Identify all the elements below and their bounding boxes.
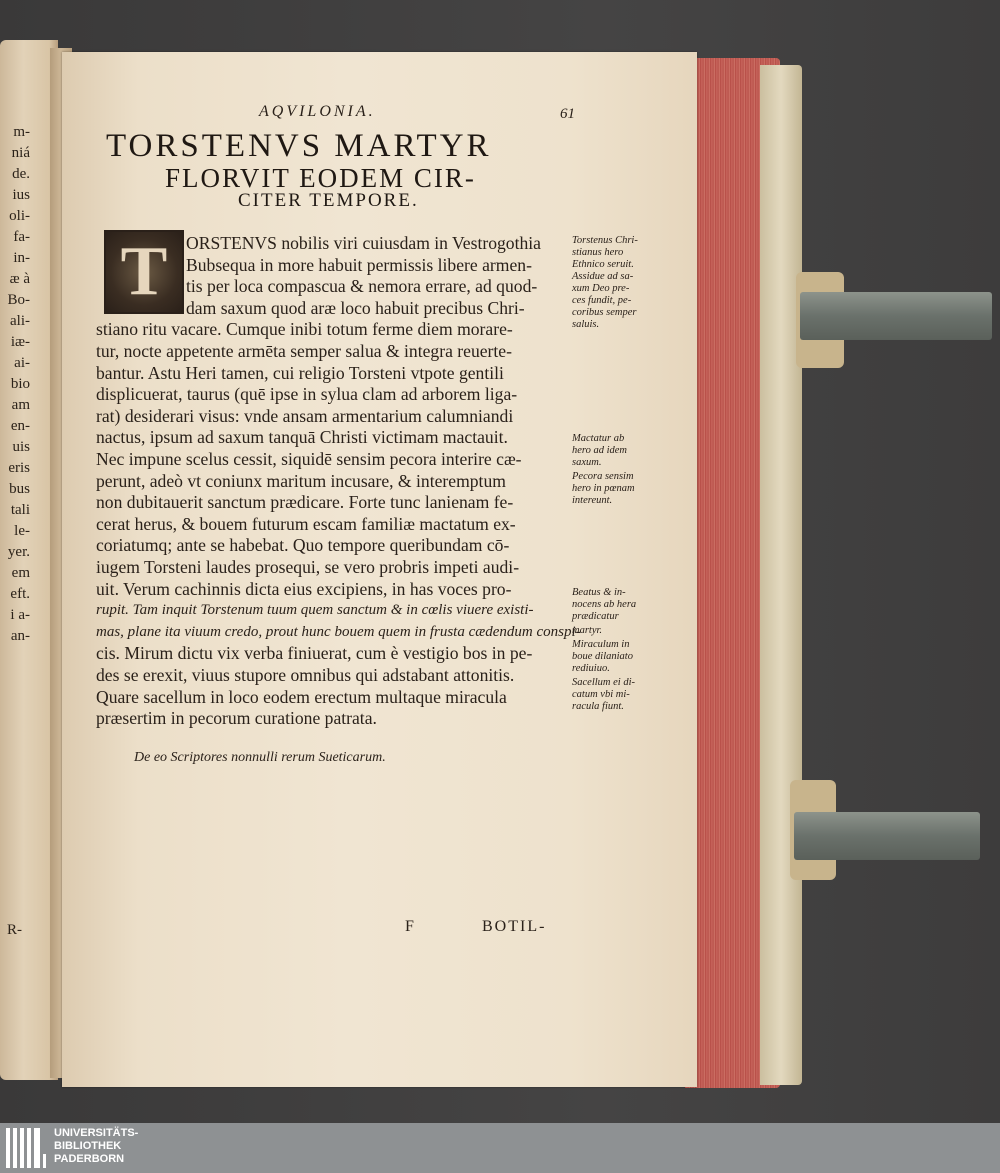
left-page-line: yer.: [7, 544, 30, 560]
body-line: cerat herus, & bouem futurum escam familiæ mactatum ex-: [96, 513, 516, 534]
library-footer: [0, 1123, 1000, 1173]
body-line: stiano ritu vacare. Cumque inibi totum ferme diem morare-: [96, 319, 513, 340]
body-line: iugem Torsteni laudes prosequi, se vero probris impeti audi-: [96, 557, 520, 577]
margin-note: boue dilaniato: [572, 651, 633, 662]
margin-note: Miraculum in: [572, 639, 630, 650]
left-page-line: ali-: [10, 313, 30, 329]
source-note: De eo Scriptores nonnulli rerum Sueticarum.: [134, 750, 386, 765]
margin-note: coribus semper: [572, 307, 637, 318]
running-title: AQVILONIA.: [259, 103, 376, 120]
lower-clasp: [794, 812, 980, 860]
left-page-line: ai-: [14, 355, 30, 371]
left-page-line: le-: [14, 523, 30, 539]
margin-note: martyr.: [572, 625, 603, 636]
left-page-line: iæ-: [10, 334, 30, 350]
margin-note: nocens ab hera: [572, 599, 637, 610]
left-page-line: fa-: [13, 229, 30, 245]
body-line: non dubitauerit sanctum prædicare. Forte tunc lanienam fe-: [96, 492, 514, 513]
body-line: dam saxum quod aræ loco habuit precibus Chri-: [186, 297, 525, 318]
body-line: mas, plane ita viuum credo, prout hunc bouem quem in frusta cædendum conspi-: [96, 623, 581, 640]
body-line: rupit. Tam inquit Torstenum tuum quem sanctum & in cœlis viuere existi-: [96, 602, 534, 619]
left-page-line: m-: [13, 124, 30, 140]
library-name-line-3: PADERBORN: [54, 1153, 125, 1165]
left-page-line: am: [11, 397, 30, 413]
left-page-line: Bo-: [7, 292, 30, 308]
left-page-line: de.: [12, 166, 30, 182]
margin-note: prædicatur: [572, 611, 619, 622]
page-number: 61: [560, 106, 575, 122]
body-line: displicuerat, taurus (quē ipse in sylua clam ad arborem liga-: [96, 384, 518, 405]
chapter-title-line-3: CITER TEMPORE.: [238, 190, 419, 211]
left-page-line: oli-: [9, 208, 30, 224]
body-line: Bubsequa in more habuit permissis libere armen-: [186, 254, 532, 275]
body-line: tis per loca compascua & nemora errare, ad quod-: [186, 276, 538, 297]
left-page-line: ius: [12, 187, 30, 203]
body-line: tur, nocte appetente armēta semper salua & integra reuerte-: [96, 341, 512, 361]
margin-note: xum Deo pre-: [572, 283, 630, 294]
body-line: ORSTENVS nobilis viri cuiusdam in Vestrogothia: [186, 233, 541, 253]
decorated-initial: [104, 230, 184, 314]
body-line: des se erexit, viuus stupore omnibus qui adstabant attonitis.: [96, 665, 515, 685]
margin-note: stianus hero: [572, 247, 624, 258]
body-line: præsertim in pecorum curatione patrata.: [96, 708, 377, 729]
body-line: coriatumq; ante se habebat. Quo tempore queribundam cō-: [96, 535, 510, 556]
margin-note: intereunt.: [572, 495, 613, 506]
library-name-line-1: UNIVERSITÄTS-: [54, 1127, 139, 1139]
body-line: bantur. Astu Heri tamen, cui religio Torsteni vtpote gentili: [96, 362, 504, 383]
left-page-line: bus: [9, 481, 30, 497]
chapter-title-line-2: FLORVIT EODEM CIR-: [165, 163, 476, 193]
margin-note: Mactatur ab: [572, 433, 625, 444]
left-page-line: tali: [10, 502, 30, 518]
body-line: uit. Verum cachinnis dicta eius excipiens, in has voces pro-: [96, 578, 512, 599]
margin-note: Ethnico seruit.: [572, 259, 634, 270]
book-binding: [760, 65, 802, 1085]
left-page-line: en-: [10, 418, 30, 434]
initial-letter: T: [120, 233, 168, 310]
left-page-line: uis: [12, 439, 30, 455]
margin-note: hero in pœnam: [572, 483, 635, 494]
margin-note: racula fiunt.: [572, 701, 624, 712]
body-line: cis. Mirum dictu vix verba finiuerat, cum è vestigio bos in pe-: [96, 643, 533, 664]
left-page-catchword: R-: [7, 922, 22, 938]
left-page-line: i a-: [10, 607, 30, 623]
margin-note: Beatus & in-: [572, 587, 626, 598]
left-page-line: bio: [10, 376, 30, 392]
body-line: rat) desiderari visus: vnde ansam armentarium calumniandi: [96, 405, 514, 426]
upper-clasp: [800, 292, 992, 340]
body-line: nactus, ipsum ad saxum tanquā Christi victimam mactauit.: [96, 427, 508, 448]
left-page-line: an-: [10, 628, 30, 644]
left-page-line: eft.: [10, 586, 30, 602]
margin-note: saluis.: [572, 319, 600, 330]
margin-note: saxum.: [572, 457, 602, 468]
margin-note: Torstenus Chri-: [572, 235, 638, 246]
margin-note: ces fundit, pe-: [572, 295, 632, 306]
left-page-text: [0, 122, 30, 647]
left-page-line: niá: [11, 145, 30, 161]
margin-note: Assidue ad sa-: [572, 271, 634, 282]
left-page-line: in-: [13, 250, 30, 266]
margin-note: Pecora sensim: [572, 471, 634, 482]
library-name-line-2: BIBLIOTHEK: [54, 1140, 122, 1152]
margin-note: hero ad idem: [572, 445, 628, 456]
chapter-title-line-1: TORSTENVS MARTYR: [106, 128, 492, 164]
signature-mark: F: [405, 918, 414, 935]
body-line: perunt, adeò vt coniunx maritum incusare, & interemptum: [96, 470, 506, 491]
library-name: [54, 1127, 138, 1166]
margin-note: Sacellum ei di-: [572, 677, 635, 688]
left-page-line: æ à: [9, 271, 30, 287]
margin-note: catum vbi mi-: [572, 689, 630, 700]
library-logo-icon: [6, 1128, 50, 1168]
body-line: Nec impune scelus cessit, siquidē sensim pecora interire cæ-: [96, 449, 522, 469]
body-line: Quare sacellum in loco eodem erectum multaque miracula: [96, 686, 507, 707]
left-page-line: em: [11, 565, 30, 581]
margin-note: rediuiuo.: [572, 663, 610, 674]
left-page-line: eris: [8, 460, 30, 476]
catchword: BOTIL-: [482, 918, 547, 935]
